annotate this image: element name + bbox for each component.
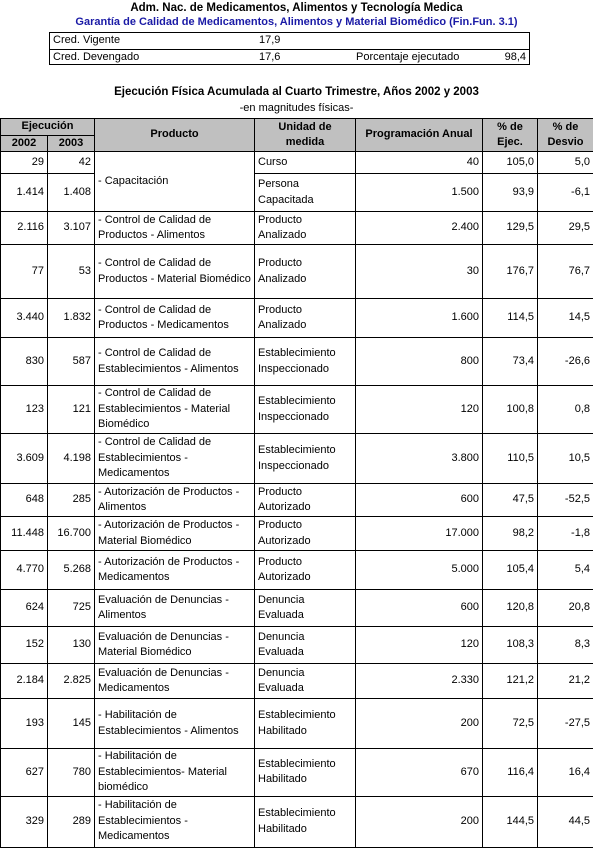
cell-pct-desvio: 44,5: [538, 796, 593, 847]
table-row: [1, 749, 593, 797]
cell-pct-ejec: 100,8: [483, 386, 538, 434]
table-row: [1, 245, 593, 299]
cell-2002: 3.609: [1, 434, 48, 484]
cell-pct-desvio: 10,5: [538, 434, 593, 484]
cell-producto: - Autorización de Productos - Alimentos: [95, 484, 255, 517]
cell-pct-ejec: 47,5: [483, 484, 538, 517]
cell-unidad: Establecimiento Inspeccionado: [255, 386, 356, 434]
cell-programacion: 600: [356, 590, 483, 627]
cell-pct-desvio: 16,4: [538, 749, 593, 797]
cell-unidad: Establecimiento Inspeccionado: [255, 434, 356, 484]
table-row: [1, 627, 593, 664]
cell-2002: 29: [1, 152, 48, 174]
cell-pct-ejec: 93,9: [483, 174, 538, 212]
cell-pct-desvio: 76,7: [538, 245, 593, 299]
table-row: [1, 174, 593, 212]
cell-pct-ejec: 114,5: [483, 299, 538, 338]
cell-unidad: Producto Analizado: [255, 299, 356, 338]
table-row: [1, 434, 593, 484]
section-title: Ejecución Física Acumulada al Cuarto Trimestre, Años 2002 y 2003: [114, 86, 479, 98]
table-row: [1, 796, 593, 847]
execution-table: [0, 118, 593, 848]
cell-producto: Evaluación de Denuncias - Medicamentos: [95, 664, 255, 699]
cell-producto: - Habilitación de Establecimientos- Material biomédico: [95, 749, 255, 797]
cell-producto: - Control de Calidad de Productos - Alimentos: [95, 212, 255, 245]
cell-producto: - Habilitación de Establecimientos - Alimentos: [95, 699, 255, 749]
cell-programacion: 120: [356, 386, 483, 434]
cell-producto: Evaluación de Denuncias - Material Biomédico: [95, 627, 255, 664]
cell-2002: 2.116: [1, 212, 48, 245]
cell-2003: 285: [48, 484, 95, 517]
cell-pct-ejec: 98,2: [483, 517, 538, 551]
cell-2003: 289: [48, 796, 95, 847]
devengado-value: 17,6: [259, 51, 281, 63]
cell-programacion: 30: [356, 245, 483, 299]
cell-pct-ejec: 73,4: [483, 338, 538, 386]
cell-pct-desvio: 21,2: [538, 664, 593, 699]
table-row: [1, 338, 593, 386]
cell-producto: - Capacitación: [95, 152, 255, 212]
cell-2003: 4.198: [48, 434, 95, 484]
cell-2002: 2.184: [1, 664, 48, 699]
cell-2003: 3.107: [48, 212, 95, 245]
header-2002: 2002: [1, 135, 48, 152]
porcentaje-label: Porcentaje ejecutado: [356, 51, 460, 63]
cell-2002: 627: [1, 749, 48, 797]
vigente-label: Cred. Vigente: [53, 34, 121, 46]
cell-pct-ejec: 129,5: [483, 212, 538, 245]
cell-2003: 2.825: [48, 664, 95, 699]
cell-pct-desvio: 20,8: [538, 590, 593, 627]
cell-unidad: Establecimiento Inspeccionado: [255, 338, 356, 386]
table-row: [1, 484, 593, 517]
cell-programacion: 1.600: [356, 299, 483, 338]
cell-2002: 648: [1, 484, 48, 517]
cell-programacion: 40: [356, 152, 483, 174]
cell-2002: 123: [1, 386, 48, 434]
cell-2002: 1.414: [1, 174, 48, 212]
cell-programacion: 1.500: [356, 174, 483, 212]
cell-unidad: Denuncia Evaluada: [255, 664, 356, 699]
cell-2002: 152: [1, 627, 48, 664]
cell-pct-ejec: 120,8: [483, 590, 538, 627]
table-row: [1, 517, 593, 551]
cell-pct-desvio: 8,3: [538, 627, 593, 664]
cell-programacion: 120: [356, 627, 483, 664]
porcentaje-value: 98,4: [504, 51, 526, 63]
cell-programacion: 200: [356, 699, 483, 749]
cell-2002: 11.448: [1, 517, 48, 551]
cell-unidad: Denuncia Evaluada: [255, 590, 356, 627]
cell-unidad: Producto Analizado: [255, 212, 356, 245]
cell-2003: 5.268: [48, 551, 95, 590]
table-row: [1, 590, 593, 627]
cell-producto: - Control de Calidad de Establecimientos - Alimentos: [95, 338, 255, 386]
cell-programacion: 600: [356, 484, 483, 517]
cell-pct-desvio: -1,8: [538, 517, 593, 551]
cell-producto: - Control de Calidad de Productos - Material Biomédico: [95, 245, 255, 299]
cell-2002: 3.440: [1, 299, 48, 338]
cell-pct-desvio: 14,5: [538, 299, 593, 338]
cell-pct-ejec: 108,3: [483, 627, 538, 664]
cell-2002: 624: [1, 590, 48, 627]
cell-programacion: 670: [356, 749, 483, 797]
cell-2003: 587: [48, 338, 95, 386]
cell-producto: - Habilitación de Establecimientos - Medicamentos: [95, 796, 255, 847]
cell-2003: 1.408: [48, 174, 95, 212]
cell-pct-desvio: 0,8: [538, 386, 593, 434]
cell-2002: 77: [1, 245, 48, 299]
cell-programacion: 3.800: [356, 434, 483, 484]
cell-pct-ejec: 110,5: [483, 434, 538, 484]
section-subtitle: -en magnitudes físicas-: [239, 102, 354, 114]
cell-producto: - Control de Calidad de Establecimientos - Material Biomédico: [95, 386, 255, 434]
cell-pct-desvio: -26,6: [538, 338, 593, 386]
devengado-label: Cred. Devengado: [53, 51, 140, 63]
credits-row-vigente: [50, 33, 529, 49]
cell-unidad: Establecimiento Habilitado: [255, 699, 356, 749]
cell-pct-desvio: -27,5: [538, 699, 593, 749]
cell-programacion: 2.400: [356, 212, 483, 245]
cell-programacion: 5.000: [356, 551, 483, 590]
cell-pct-ejec: 176,7: [483, 245, 538, 299]
program-title: Garantía de Calidad de Medicamentos, Alimentos y Material Biomédico (Fin.Fun. 3.1): [75, 16, 518, 28]
cell-pct-ejec: 116,4: [483, 749, 538, 797]
table-row: [1, 299, 593, 338]
credits-row-devengado: [50, 49, 529, 66]
cell-2003: 121: [48, 386, 95, 434]
cell-pct-desvio: 5,0: [538, 152, 593, 174]
cell-unidad: Denuncia Evaluada: [255, 627, 356, 664]
cell-2003: 130: [48, 627, 95, 664]
cell-unidad: Establecimiento Habilitado: [255, 796, 356, 847]
cell-pct-desvio: -6,1: [538, 174, 593, 212]
cell-unidad: Producto Autorizado: [255, 517, 356, 551]
cell-producto: - Control de Calidad de Productos - Medicamentos: [95, 299, 255, 338]
header-pct-desvio: % de Desvio: [538, 119, 593, 152]
cell-programacion: 800: [356, 338, 483, 386]
cell-2002: 193: [1, 699, 48, 749]
table-row: [1, 664, 593, 699]
cell-pct-ejec: 72,5: [483, 699, 538, 749]
table-row: [1, 152, 593, 174]
cell-2002: 329: [1, 796, 48, 847]
cell-pct-ejec: 144,5: [483, 796, 538, 847]
cell-2003: 145: [48, 699, 95, 749]
cell-programacion: 200: [356, 796, 483, 847]
cell-pct-ejec: 105,0: [483, 152, 538, 174]
cell-pct-desvio: -52,5: [538, 484, 593, 517]
header-unidad: Unidad de medida: [255, 119, 356, 152]
table-row: [1, 212, 593, 245]
cell-unidad: Producto Autorizado: [255, 484, 356, 517]
cell-producto: - Control de Calidad de Establecimientos - Medicamentos: [95, 434, 255, 484]
cell-2003: 53: [48, 245, 95, 299]
cell-pct-desvio: 29,5: [538, 212, 593, 245]
cell-2003: 16.700: [48, 517, 95, 551]
cell-unidad: Curso: [255, 152, 356, 174]
cell-unidad: Producto Analizado: [255, 245, 356, 299]
cell-unidad: Establecimiento Habilitado: [255, 749, 356, 797]
cell-2003: 725: [48, 590, 95, 627]
cell-programacion: 17.000: [356, 517, 483, 551]
credits-box: [49, 32, 530, 65]
header-2003: 2003: [48, 135, 95, 152]
cell-pct-desvio: 5,4: [538, 551, 593, 590]
table-row: [1, 551, 593, 590]
cell-producto: Evaluación de Denuncias - Alimentos: [95, 590, 255, 627]
cell-2003: 1.832: [48, 299, 95, 338]
header-ejecucion: Ejecución: [1, 119, 95, 136]
cell-2002: 830: [1, 338, 48, 386]
cell-2003: 780: [48, 749, 95, 797]
header-producto: Producto: [95, 119, 255, 152]
cell-programacion: 2.330: [356, 664, 483, 699]
vigente-value: 17,9: [259, 34, 281, 46]
table-row: [1, 699, 593, 749]
cell-unidad: Persona Capacitada: [255, 174, 356, 212]
cell-2002: 4.770: [1, 551, 48, 590]
header-programacion: Programación Anual: [356, 119, 483, 152]
cell-producto: - Autorización de Productos - Medicamentos: [95, 551, 255, 590]
cell-pct-ejec: 121,2: [483, 664, 538, 699]
cell-unidad: Producto Autorizado: [255, 551, 356, 590]
cell-2003: 42: [48, 152, 95, 174]
cell-producto: - Autorización de Productos - Material Biomédico: [95, 517, 255, 551]
cell-pct-ejec: 105,4: [483, 551, 538, 590]
agency-title: Adm. Nac. de Medicamentos, Alimentos y Tecnología Medica: [130, 2, 463, 14]
header-pct-ejec: % de Ejec.: [483, 119, 538, 152]
table-row: [1, 386, 593, 434]
